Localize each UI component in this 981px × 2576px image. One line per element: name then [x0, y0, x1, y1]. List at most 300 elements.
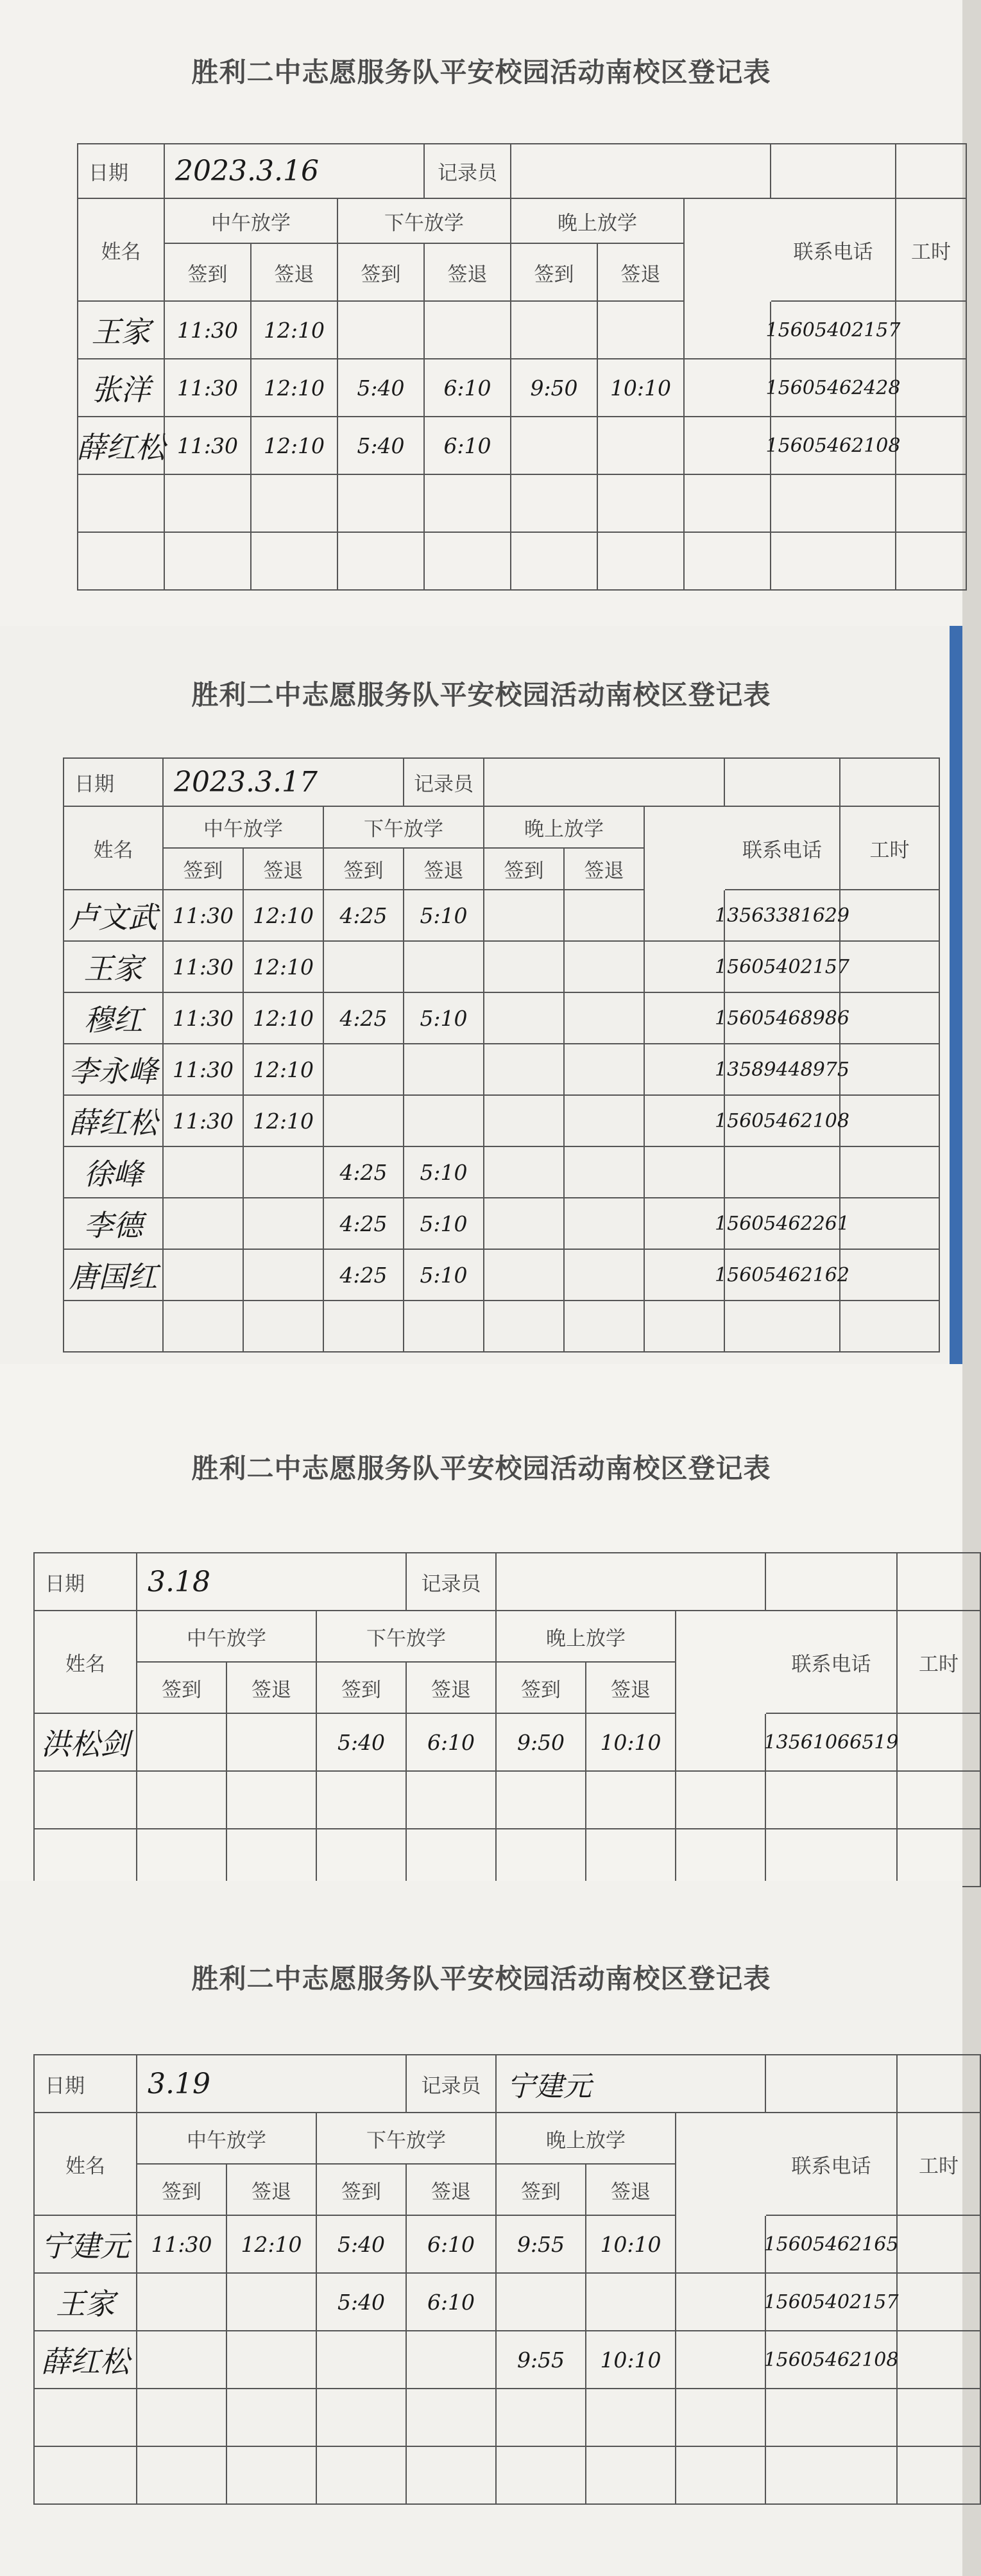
time-eve-in — [484, 890, 565, 942]
phone-number: 15605402157 — [771, 302, 896, 359]
sign-in-header: 签到 — [497, 1663, 586, 1714]
blank-cell — [407, 1772, 497, 1829]
work-hours — [896, 417, 967, 475]
phone-number: 15605462165 — [766, 2216, 898, 2274]
name-header: 姓名 — [64, 807, 164, 890]
time-eve-in: 9:50 — [511, 359, 598, 417]
registration-table — [33, 2054, 981, 2505]
blank-cell — [484, 1301, 565, 1353]
blank-cell — [766, 2389, 898, 2447]
blank-cell — [598, 533, 685, 591]
blank-cell — [35, 1829, 137, 1887]
blank-cell — [685, 302, 771, 359]
blank-cell — [317, 1772, 407, 1829]
time-noon-out — [227, 2331, 317, 2389]
work-hours — [840, 993, 940, 1044]
blank-cell — [244, 1301, 324, 1353]
time-eve-in — [511, 417, 598, 475]
phone-number: 15605462108 — [771, 417, 896, 475]
date-label: 日期 — [35, 2055, 137, 2113]
blank-cell — [227, 2389, 317, 2447]
phone-header: 联系电话 — [766, 2113, 898, 2216]
sign-in-header: 签到 — [164, 849, 244, 890]
blank-cell — [898, 1772, 981, 1829]
registration-table — [77, 143, 967, 591]
blank-cell — [227, 2447, 317, 2505]
volunteer-name: 李德 — [64, 1198, 164, 1250]
noon-header: 中午放学 — [164, 807, 324, 849]
work-hours — [840, 1198, 940, 1250]
sheet-2023-3-17 — [0, 626, 962, 1364]
registration-table — [33, 1552, 981, 1887]
work-hours — [840, 890, 940, 942]
phone-number: 15605462108 — [725, 1096, 840, 1147]
sign-in-header: 签到 — [137, 1663, 227, 1714]
blank-cell — [404, 1301, 484, 1353]
volunteer-name: 王家 — [78, 302, 165, 359]
time-noon-out: 12:10 — [244, 1096, 324, 1147]
time-eve-in: 9:55 — [497, 2331, 586, 2389]
work-hours — [840, 1147, 940, 1198]
blank-cell — [137, 1829, 227, 1887]
noon-header: 中午放学 — [137, 2113, 317, 2165]
sign-in-header: 签到 — [484, 849, 565, 890]
sign-out-header: 签退 — [586, 2165, 676, 2216]
phone-number: 15605462162 — [725, 1250, 840, 1301]
time-aft-out: 6:10 — [407, 2274, 497, 2331]
blank-cell — [766, 2447, 898, 2505]
blank-cell — [645, 1096, 725, 1147]
blank-cell — [676, 2389, 766, 2447]
time-eve-out — [565, 890, 645, 942]
work-hours — [840, 1250, 940, 1301]
recorder-value — [511, 144, 771, 199]
time-noon-in — [137, 1714, 227, 1772]
time-eve-in — [497, 2274, 586, 2331]
sheet-title: 胜利二中志愿服务队平安校园活动南校区登记表 — [191, 1453, 771, 1484]
blank-cell — [725, 1301, 840, 1353]
volunteer-name: 李永峰 — [64, 1044, 164, 1096]
sheet-title: 胜利二中志愿服务队平安校园活动南校区登记表 — [191, 679, 771, 711]
blank-cell — [685, 475, 771, 533]
phone-number: 13561066519 — [766, 1714, 898, 1772]
time-noon-out — [244, 1147, 324, 1198]
hours-header: 工时 — [840, 807, 940, 890]
date-value: 2023.3.17 — [164, 759, 404, 807]
blank-cell — [407, 1829, 497, 1887]
time-noon-in — [137, 2331, 227, 2389]
blank-cell — [425, 475, 511, 533]
blank-cell — [227, 1772, 317, 1829]
volunteer-name: 洪松剑 — [35, 1714, 137, 1772]
phone-number: 13589448975 — [725, 1044, 840, 1096]
phone-number: 15605402157 — [766, 2274, 898, 2331]
date-row-blank — [898, 2055, 981, 2113]
time-eve-in — [484, 993, 565, 1044]
sign-out-header: 签退 — [227, 1663, 317, 1714]
time-noon-out: 12:10 — [252, 302, 338, 359]
time-noon-out: 12:10 — [252, 359, 338, 417]
blank-cell — [766, 1772, 898, 1829]
blank-cell — [766, 1829, 898, 1887]
evening-header: 晚上放学 — [497, 2113, 676, 2165]
date-row-blank — [771, 144, 896, 199]
blank-cell — [896, 533, 967, 591]
date-row-blank — [725, 759, 840, 807]
recorder-label: 记录员 — [407, 2055, 497, 2113]
sign-out-header: 签退 — [252, 244, 338, 302]
blank-cell — [598, 475, 685, 533]
blank-cell — [676, 1772, 766, 1829]
volunteer-name: 薛红松 — [78, 417, 165, 475]
date-row-blank — [766, 2055, 898, 2113]
sign-in-header: 签到 — [324, 849, 404, 890]
work-hours — [896, 302, 967, 359]
time-aft-in — [324, 1044, 404, 1096]
hours-header: 工时 — [898, 1611, 981, 1714]
blank-cell — [685, 359, 771, 417]
time-noon-in: 11:30 — [137, 2216, 227, 2274]
time-aft-out: 5:10 — [404, 890, 484, 942]
blank-cell — [898, 1829, 981, 1887]
work-hours — [898, 1714, 981, 1772]
time-eve-out: 10:10 — [586, 2216, 676, 2274]
blank-cell — [64, 1301, 164, 1353]
phone-number: 15605468986 — [725, 993, 840, 1044]
blank-cell — [227, 1829, 317, 1887]
time-eve-in — [484, 1250, 565, 1301]
name-header: 姓名 — [78, 199, 165, 302]
time-noon-in: 11:30 — [164, 890, 244, 942]
time-aft-in — [324, 1096, 404, 1147]
blank-cell — [898, 2389, 981, 2447]
time-noon-out: 12:10 — [244, 1044, 324, 1096]
blank-cell — [565, 1301, 645, 1353]
time-aft-out — [404, 1044, 484, 1096]
time-eve-out — [565, 942, 645, 993]
volunteer-name: 卢文武 — [64, 890, 164, 942]
blank-cell — [645, 1250, 725, 1301]
sign-out-header: 签退 — [425, 244, 511, 302]
time-eve-out — [565, 1096, 645, 1147]
time-eve-out — [598, 417, 685, 475]
blank-cell — [896, 475, 967, 533]
blank-cell — [497, 1829, 586, 1887]
time-eve-out — [565, 1250, 645, 1301]
blank-cell — [676, 2447, 766, 2505]
phone-header: 联系电话 — [725, 807, 840, 890]
time-noon-out — [227, 1714, 317, 1772]
blank-cell — [586, 2389, 676, 2447]
sheet-title: 胜利二中志愿服务队平安校园活动南校区登记表 — [191, 1963, 771, 1994]
time-noon-in — [164, 1198, 244, 1250]
time-noon-out — [227, 2274, 317, 2331]
date-label: 日期 — [64, 759, 164, 807]
blue-folder-edge — [950, 626, 962, 1364]
afternoon-header: 下午放学 — [324, 807, 484, 849]
volunteer-name: 薛红松 — [35, 2331, 137, 2389]
recorder-value — [484, 759, 725, 807]
blank-cell — [645, 942, 725, 993]
phone-number: 15605462108 — [766, 2331, 898, 2389]
time-aft-in: 5:40 — [317, 1714, 407, 1772]
time-aft-in: 4:25 — [324, 890, 404, 942]
work-hours — [898, 2274, 981, 2331]
sign-out-header: 签退 — [244, 849, 324, 890]
time-aft-out: 5:10 — [404, 1147, 484, 1198]
phone-number: 13563381629 — [725, 890, 840, 942]
evening-header: 晚上放学 — [511, 199, 685, 244]
noon-header: 中午放学 — [165, 199, 338, 244]
work-hours — [840, 1096, 940, 1147]
sheet-3-18 — [0, 1364, 962, 1881]
time-noon-out: 12:10 — [227, 2216, 317, 2274]
sign-out-header: 签退 — [407, 1663, 497, 1714]
time-noon-out: 12:10 — [244, 890, 324, 942]
time-noon-out — [244, 1250, 324, 1301]
volunteer-name: 王家 — [35, 2274, 137, 2331]
recorder-value — [497, 1553, 766, 1611]
blank-cell — [645, 1044, 725, 1096]
blank-cell — [497, 2389, 586, 2447]
time-eve-in — [484, 1044, 565, 1096]
blank-cell — [497, 1772, 586, 1829]
time-noon-in — [164, 1250, 244, 1301]
date-value: 3.19 — [137, 2055, 407, 2113]
evening-header: 晚上放学 — [484, 807, 645, 849]
name-header: 姓名 — [35, 1611, 137, 1714]
blank-cell — [771, 475, 896, 533]
time-aft-out: 6:10 — [425, 359, 511, 417]
blank-cell — [511, 475, 598, 533]
sign-in-header: 签到 — [497, 2165, 586, 2216]
blank-cell — [898, 2447, 981, 2505]
blank-cell — [511, 533, 598, 591]
time-aft-out: 5:10 — [404, 1250, 484, 1301]
sheet-3-19 — [0, 1881, 962, 2576]
date-row-blank — [766, 1553, 898, 1611]
work-hours — [898, 2331, 981, 2389]
blank-cell — [338, 475, 425, 533]
time-aft-in: 4:25 — [324, 1147, 404, 1198]
time-noon-out: 12:10 — [252, 417, 338, 475]
time-aft-out: 6:10 — [407, 2216, 497, 2274]
blank-cell — [645, 1147, 725, 1198]
time-noon-in: 11:30 — [165, 359, 252, 417]
blank-cell — [645, 1301, 725, 1353]
time-noon-in — [137, 2274, 227, 2331]
time-eve-out: 10:10 — [598, 359, 685, 417]
blank-cell — [78, 475, 165, 533]
time-eve-out — [598, 302, 685, 359]
sign-in-header: 签到 — [317, 2165, 407, 2216]
blank-cell — [497, 2447, 586, 2505]
recorder-label: 记录员 — [425, 144, 511, 199]
time-aft-in — [338, 302, 425, 359]
date-row-blank — [840, 759, 940, 807]
blank-cell — [165, 475, 252, 533]
time-aft-in: 5:40 — [338, 359, 425, 417]
afternoon-header: 下午放学 — [317, 1611, 497, 1663]
phone-number: 15605402157 — [725, 942, 840, 993]
time-aft-out: 6:10 — [425, 417, 511, 475]
time-noon-out: 12:10 — [244, 942, 324, 993]
date-row-blank — [898, 1553, 981, 1611]
volunteer-name: 徐峰 — [64, 1147, 164, 1198]
evening-header: 晚上放学 — [497, 1611, 676, 1663]
time-aft-out: 5:10 — [404, 1198, 484, 1250]
time-aft-out — [407, 2331, 497, 2389]
time-noon-out — [244, 1198, 324, 1250]
sign-in-header: 签到 — [317, 1663, 407, 1714]
sign-in-header: 签到 — [338, 244, 425, 302]
sign-out-header: 签退 — [404, 849, 484, 890]
blank-cell — [78, 533, 165, 591]
blank-cell — [165, 533, 252, 591]
blank-cell — [137, 2389, 227, 2447]
blank-cell — [676, 1714, 766, 1772]
time-eve-out — [565, 1044, 645, 1096]
blank-cell — [586, 2447, 676, 2505]
time-aft-in: 4:25 — [324, 1250, 404, 1301]
blank-cell — [676, 1829, 766, 1887]
blank-cell — [425, 533, 511, 591]
phone-header: 联系电话 — [771, 199, 896, 302]
name-header: 姓名 — [35, 2113, 137, 2216]
blank-cell — [840, 1301, 940, 1353]
time-noon-in: 11:30 — [165, 417, 252, 475]
blank-cell — [407, 2447, 497, 2505]
afternoon-header: 下午放学 — [317, 2113, 497, 2165]
sign-in-header: 签到 — [511, 244, 598, 302]
time-eve-in — [484, 1096, 565, 1147]
blank-cell — [252, 533, 338, 591]
time-aft-in: 4:25 — [324, 993, 404, 1044]
time-aft-in: 4:25 — [324, 1198, 404, 1250]
volunteer-name: 张洋 — [78, 359, 165, 417]
blank-cell — [685, 533, 771, 591]
date-label: 日期 — [35, 1553, 137, 1611]
sign-out-header: 签退 — [565, 849, 645, 890]
phone-header: 联系电话 — [766, 1611, 898, 1714]
blank-cell — [35, 2389, 137, 2447]
date-label: 日期 — [78, 144, 165, 199]
blank-cell — [324, 1301, 404, 1353]
time-aft-in — [324, 942, 404, 993]
time-aft-out: 6:10 — [407, 1714, 497, 1772]
time-aft-in: 5:40 — [338, 417, 425, 475]
sign-out-header: 签退 — [586, 1663, 676, 1714]
sign-in-header: 签到 — [165, 244, 252, 302]
blank-cell — [35, 2447, 137, 2505]
time-eve-out — [586, 2274, 676, 2331]
blank-cell — [338, 533, 425, 591]
blank-cell — [137, 1772, 227, 1829]
time-noon-in: 11:30 — [164, 1096, 244, 1147]
sign-out-header: 签退 — [227, 2165, 317, 2216]
time-noon-in: 11:30 — [164, 993, 244, 1044]
time-eve-out — [565, 1198, 645, 1250]
sign-out-header: 签退 — [407, 2165, 497, 2216]
phone-number: 15605462261 — [725, 1198, 840, 1250]
recorder-label: 记录员 — [407, 1553, 497, 1611]
date-row-blank — [896, 144, 967, 199]
time-aft-in: 5:40 — [317, 2216, 407, 2274]
time-eve-in: 9:55 — [497, 2216, 586, 2274]
volunteer-name: 穆红 — [64, 993, 164, 1044]
work-hours — [896, 359, 967, 417]
sheet-title: 胜利二中志愿服务队平安校园活动南校区登记表 — [191, 56, 771, 88]
noon-header: 中午放学 — [137, 1611, 317, 1663]
sign-out-header: 签退 — [598, 244, 685, 302]
sheet-2023-3-16 — [0, 0, 962, 626]
blank-cell — [137, 2447, 227, 2505]
time-aft-in — [317, 2331, 407, 2389]
time-aft-in: 5:40 — [317, 2274, 407, 2331]
time-aft-out — [404, 1096, 484, 1147]
time-noon-out: 12:10 — [244, 993, 324, 1044]
time-eve-out — [565, 993, 645, 1044]
blank-cell — [645, 993, 725, 1044]
blank-cell — [645, 1198, 725, 1250]
registration-table — [63, 757, 940, 1353]
hours-header: 工时 — [896, 199, 967, 302]
volunteer-name: 唐国红 — [64, 1250, 164, 1301]
work-hours — [840, 1044, 940, 1096]
blank-cell — [35, 1772, 137, 1829]
blank-cell — [586, 1829, 676, 1887]
volunteer-name: 薛红松 — [64, 1096, 164, 1147]
blank-cell — [252, 475, 338, 533]
phone-number — [725, 1147, 840, 1198]
sign-in-header: 签到 — [137, 2165, 227, 2216]
volunteer-name: 王家 — [64, 942, 164, 993]
time-noon-in: 11:30 — [165, 302, 252, 359]
blank-cell — [676, 2331, 766, 2389]
blank-cell — [676, 2274, 766, 2331]
time-aft-out — [404, 942, 484, 993]
time-eve-in — [484, 942, 565, 993]
blank-cell — [685, 417, 771, 475]
time-eve-in: 9:50 — [497, 1714, 586, 1772]
hours-header: 工时 — [898, 2113, 981, 2216]
afternoon-header: 下午放学 — [338, 199, 511, 244]
time-eve-in — [511, 302, 598, 359]
blank-cell — [317, 1829, 407, 1887]
date-value: 3.18 — [137, 1553, 407, 1611]
time-eve-out — [565, 1147, 645, 1198]
time-eve-in — [484, 1147, 565, 1198]
time-eve-in — [484, 1198, 565, 1250]
work-hours — [840, 942, 940, 993]
time-aft-out: 5:10 — [404, 993, 484, 1044]
blank-cell — [771, 533, 896, 591]
work-hours — [898, 2216, 981, 2274]
time-noon-in: 11:30 — [164, 942, 244, 993]
time-aft-out — [425, 302, 511, 359]
time-eve-out: 10:10 — [586, 2331, 676, 2389]
recorder-label: 记录员 — [404, 759, 484, 807]
date-value: 2023.3.16 — [165, 144, 425, 199]
time-noon-in: 11:30 — [164, 1044, 244, 1096]
blank-cell — [407, 2389, 497, 2447]
time-noon-in — [164, 1147, 244, 1198]
blank-cell — [164, 1301, 244, 1353]
recorder-value: 宁建元 — [497, 2055, 766, 2113]
blank-cell — [645, 890, 725, 942]
time-eve-out: 10:10 — [586, 1714, 676, 1772]
blank-cell — [317, 2447, 407, 2505]
